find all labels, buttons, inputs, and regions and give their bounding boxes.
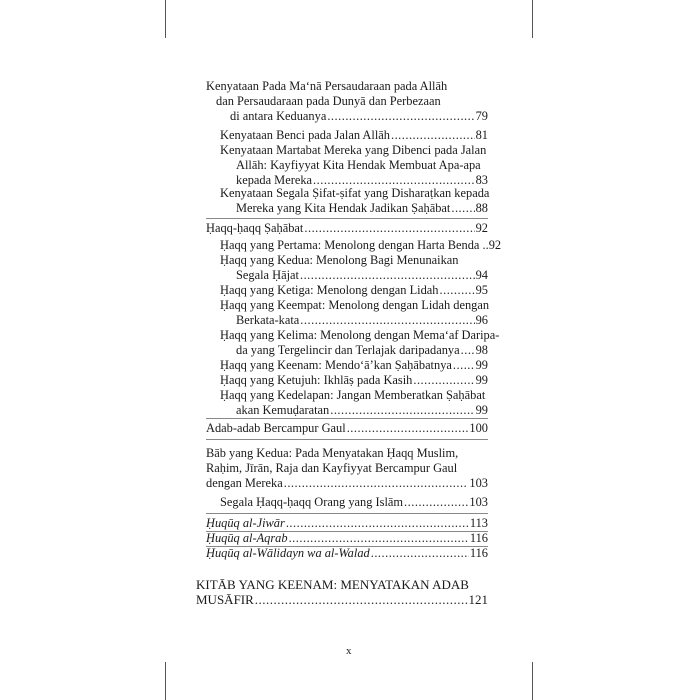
toc-entry <box>220 186 488 216</box>
toc-entry-title: Ḥaqq yang Pertama: Menolong dengan Harta Benda .. <box>220 238 489 252</box>
toc-entry <box>206 531 488 546</box>
leader-dots <box>327 109 474 124</box>
toc-page-number: 79 <box>475 109 488 123</box>
toc-entry <box>220 328 500 358</box>
toc-page-number: 116 <box>469 546 488 560</box>
divider <box>206 418 488 419</box>
toc-entry-title: Segala Ḥaqq-ḥaqq Orang yang Islām <box>220 495 404 509</box>
leader-dots <box>461 343 475 358</box>
toc-entry <box>206 546 488 561</box>
toc-entry-title: Ḥaqq-ḥaqq Ṣaḥābat <box>206 221 304 235</box>
leader-dots <box>391 128 475 143</box>
toc-entry-title: Ḥaqq yang Keenam: Mendo‘ā’kan Ṣaḥābatnya <box>220 358 452 372</box>
leader-dots <box>284 476 469 491</box>
toc-entry-title: Ḥuqūq al-Jiwār <box>206 516 285 530</box>
toc-page-number: 96 <box>475 313 488 327</box>
leader-dots <box>289 531 469 546</box>
toc-page-number: 83 <box>475 173 488 187</box>
toc-entry-title: MUSĀFIR <box>196 592 254 607</box>
crop-mark <box>165 662 166 700</box>
toc-page-number: 95 <box>475 283 488 297</box>
toc-entry <box>220 495 488 510</box>
toc-entry <box>206 446 488 491</box>
toc-page-number: 99 <box>475 373 488 387</box>
toc-page-number: 92 <box>475 221 488 235</box>
toc-entry <box>220 388 488 418</box>
toc-entry-title: Ḥuqūq al-Wālidayn wa al-Walad <box>206 546 370 560</box>
divider <box>206 513 488 514</box>
toc-page-number: 92 <box>488 238 502 252</box>
toc-entry <box>220 253 488 283</box>
page-number: x <box>346 645 352 657</box>
toc-entry-title: kepada Mereka <box>236 173 313 187</box>
leader-dots <box>286 516 469 531</box>
toc-entry <box>206 421 488 436</box>
toc-page-number: 113 <box>469 516 488 530</box>
toc-chapter-entry <box>196 577 488 607</box>
toc-entry <box>220 373 488 388</box>
toc-entry-title: akan Kemuḍaratan <box>236 403 330 417</box>
toc-entry-title: Ḥaqq yang Kedelapan: Jangan Memberatkan Ṣaḥābat <box>220 388 486 402</box>
leader-dots <box>300 313 474 328</box>
divider <box>206 439 488 440</box>
toc-page-number: 99 <box>475 358 488 372</box>
toc-entry-title: Raḥim, Jīrān, Raja dan Kayfiyyat Bercampur Gaul <box>206 461 458 475</box>
toc-entry <box>220 358 488 373</box>
toc-entry-title: Ḥaqq yang Ketujuh: Ikhlāṣ pada Kasih <box>220 373 413 387</box>
toc-entry-title: Ḥaqq yang Ketiga: Menolong dengan Lidah <box>220 283 439 297</box>
toc-entry <box>220 128 488 143</box>
leader-dots <box>404 495 468 510</box>
toc-entry-title: da yang Tergelincir dan Terlajak daripadanya <box>236 343 460 357</box>
toc-entry-title: di antara Keduanya <box>230 109 327 123</box>
toc-entry-title: Mereka yang Kita Hendak Jadikan Ṣaḥābat <box>236 201 451 215</box>
toc-page-number: 121 <box>468 592 488 607</box>
toc-entry-title: KITĀB YANG KEENAM: MENYATAKAN ADAB <box>196 577 469 592</box>
toc-entry-title: Ḥaqq yang Keempat: Menolong dengan Lidah dengan <box>220 298 490 312</box>
toc-page-number: 100 <box>469 421 488 435</box>
toc-entry-title: Ḥaqq yang Kelima: Menolong dengan Mema‘af Daripa- <box>220 328 500 342</box>
toc-page-number: 103 <box>469 476 488 490</box>
toc-entry-title: Ḥaqq yang Kedua: Menolong Bagi Menunaikan <box>220 253 459 267</box>
leader-dots <box>300 268 475 283</box>
toc-entry-title: Bāb yang Kedua: Pada Menyatakan Ḥaqq Muslim, <box>206 446 459 460</box>
toc-entry-title: Ḥuqūq al-Aqrab <box>206 531 288 545</box>
leader-dots <box>371 546 469 561</box>
toc-entry-title: Kenyataan Benci pada Jalan Allāh <box>220 128 390 142</box>
leader-dots <box>304 221 474 236</box>
toc-page-number: 98 <box>475 343 488 357</box>
toc-entry-title: Allāh: Kayfiyyat Kita Hendak Membuat Apa-apa <box>236 158 481 172</box>
toc-page-number: 94 <box>475 268 488 282</box>
toc-entry <box>220 238 502 253</box>
crop-mark <box>532 662 533 700</box>
toc-entry <box>206 516 488 531</box>
crop-mark <box>532 0 533 38</box>
toc-page-number: 88 <box>475 201 488 215</box>
toc-entry-title: Kenyataan Pada Ma‘nā Persaudaraan pada Allāh <box>206 79 448 93</box>
toc-entry-title: Berkata-kata <box>236 313 300 327</box>
leader-dots <box>451 201 474 216</box>
toc-entry-title: dengan Mereka <box>206 476 283 490</box>
toc-entry <box>206 79 488 124</box>
leader-dots <box>347 421 469 436</box>
leader-dots <box>413 373 474 388</box>
toc-entry <box>220 298 488 328</box>
toc-entry-title: Kenyataan Segala Ṣifat-ṣifat yang Disharaṭkan kepada <box>220 186 490 200</box>
divider <box>206 218 488 219</box>
toc-page-number: 99 <box>475 403 488 417</box>
toc-entry <box>220 283 488 298</box>
toc-page-number: 103 <box>469 495 488 509</box>
toc-page-number: 81 <box>475 128 488 142</box>
leader-dots <box>330 403 474 418</box>
toc-entry <box>220 143 488 188</box>
toc-entry-title: Adab-adab Bercampur Gaul <box>206 421 346 435</box>
toc-page-number: 116 <box>469 531 488 545</box>
toc-entry-title: Segala Ḥājat <box>236 268 299 282</box>
leader-dots <box>440 283 475 298</box>
toc-entry <box>206 221 488 236</box>
crop-mark <box>165 0 166 38</box>
leader-dots <box>255 592 468 607</box>
toc-entry-title: Kenyataan Martabat Mereka yang Dibenci pada Jalan <box>220 143 487 157</box>
toc-entry-title: dan Persaudaraan pada Dunyā dan Perbezaan <box>216 94 441 108</box>
leader-dots <box>453 358 475 373</box>
